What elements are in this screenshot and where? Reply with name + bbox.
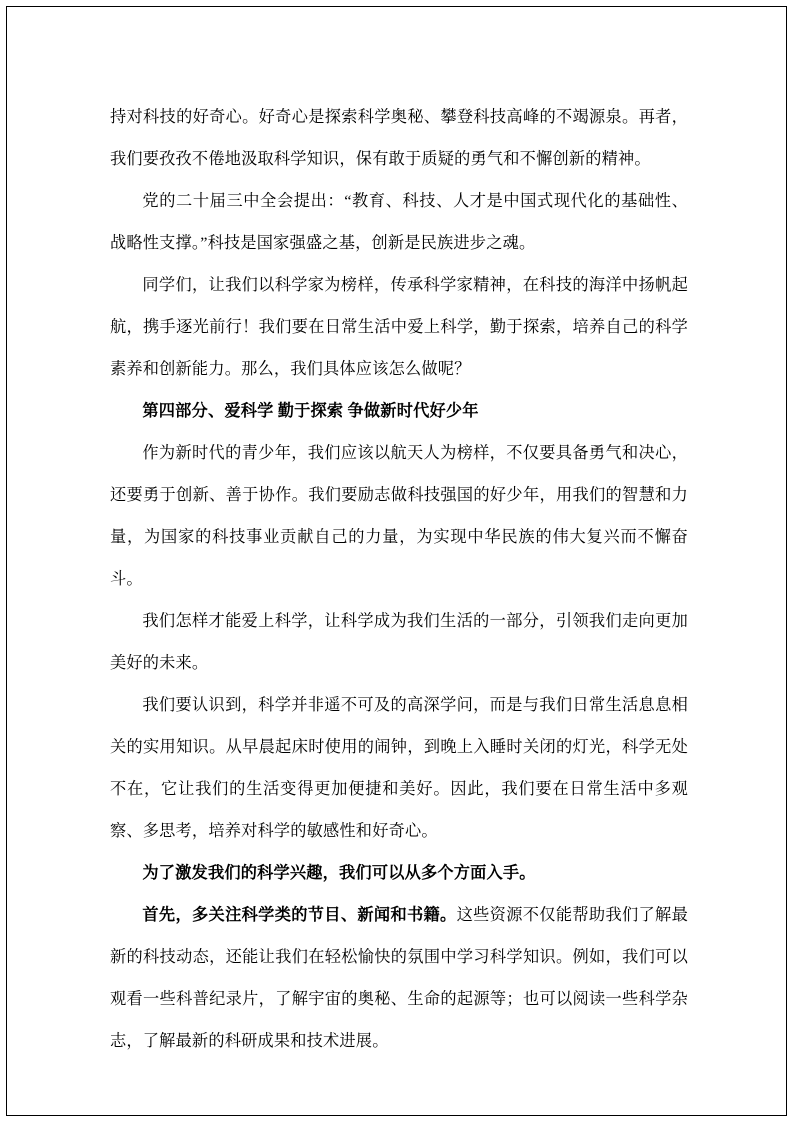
paragraph-first-suggestion-lead: 首先，多关注科学类的节目、新闻和书籍。 (142, 906, 457, 924)
document-body (110, 96, 688, 1062)
section-heading-part-four: 第四部分、爱科学 勤于探索 争做新时代好少年 (142, 402, 479, 420)
paragraph-inspire-interest-heading: 为了激发我们的科学兴趣，我们可以从多个方面入手。 (142, 864, 536, 882)
paragraph-first-suggestion-rest: 这些资源不仅能帮助我们了解最新的科技动态，还能让我们在轻松愉快的氛围中学习科学知识。例如，我们可以观看一些科普纪录片，了解宇宙的奥秘、生命的起源等；也可以阅读一些科学杂志，了解最新的科研成果和技术进展。 (110, 906, 688, 1050)
paragraph-curiosity: 持对科技的好奇心。好奇心是探索科学奥秘、攀登科技高峰的不竭源泉。再者，我们要孜孜不倦地汲取科学知识，保有敢于质疑的勇气和不懈创新的精神。 (110, 108, 688, 168)
paragraph-classmates-call: 同学们，让我们以科学家为榜样，传承科学家精神，在科技的海洋中扬帆起航，携手逐光前行！我们要在日常生活中爱上科学，勤于探索，培养自己的科学素养和创新能力。那么，我们具体应该怎么做呢？ (110, 276, 688, 378)
paragraph-science-in-daily-life: 我们要认识到，科学并非遥不可及的高深学问，而是与我们日常生活息息相关的实用知识。从早晨起床时使用的闹钟，到晚上入睡时关闭的灯光，科学无处不在，它让我们的生活变得更加便捷和美好。因此，我们要在日常生活中多观察、多思考，培养对科学的敏感性和好奇心。 (110, 696, 688, 840)
paragraph-youth-role-model: 作为新时代的青少年，我们应该以航天人为榜样，不仅要具备勇气和决心，还要勇于创新、善于协作。我们要励志做科技强国的好少年，用我们的智慧和力量，为国家的科技事业贡献自己的力量，为实现中华民族的伟大复兴而不懈奋斗。 (110, 444, 688, 588)
paragraph-first-suggestion (110, 894, 688, 1062)
paragraph-plenary-quote: 党的二十届三中全会提出：“教育、科技、人才是中国式现代化的基础性、战略性支撑。”科技是国家强盛之基，创新是民族进步之魂。 (110, 192, 688, 252)
paragraph-how-to-love-science: 我们怎样才能爱上科学，让科学成为我们生活的一部分，引领我们走向更加美好的未来。 (110, 612, 688, 672)
